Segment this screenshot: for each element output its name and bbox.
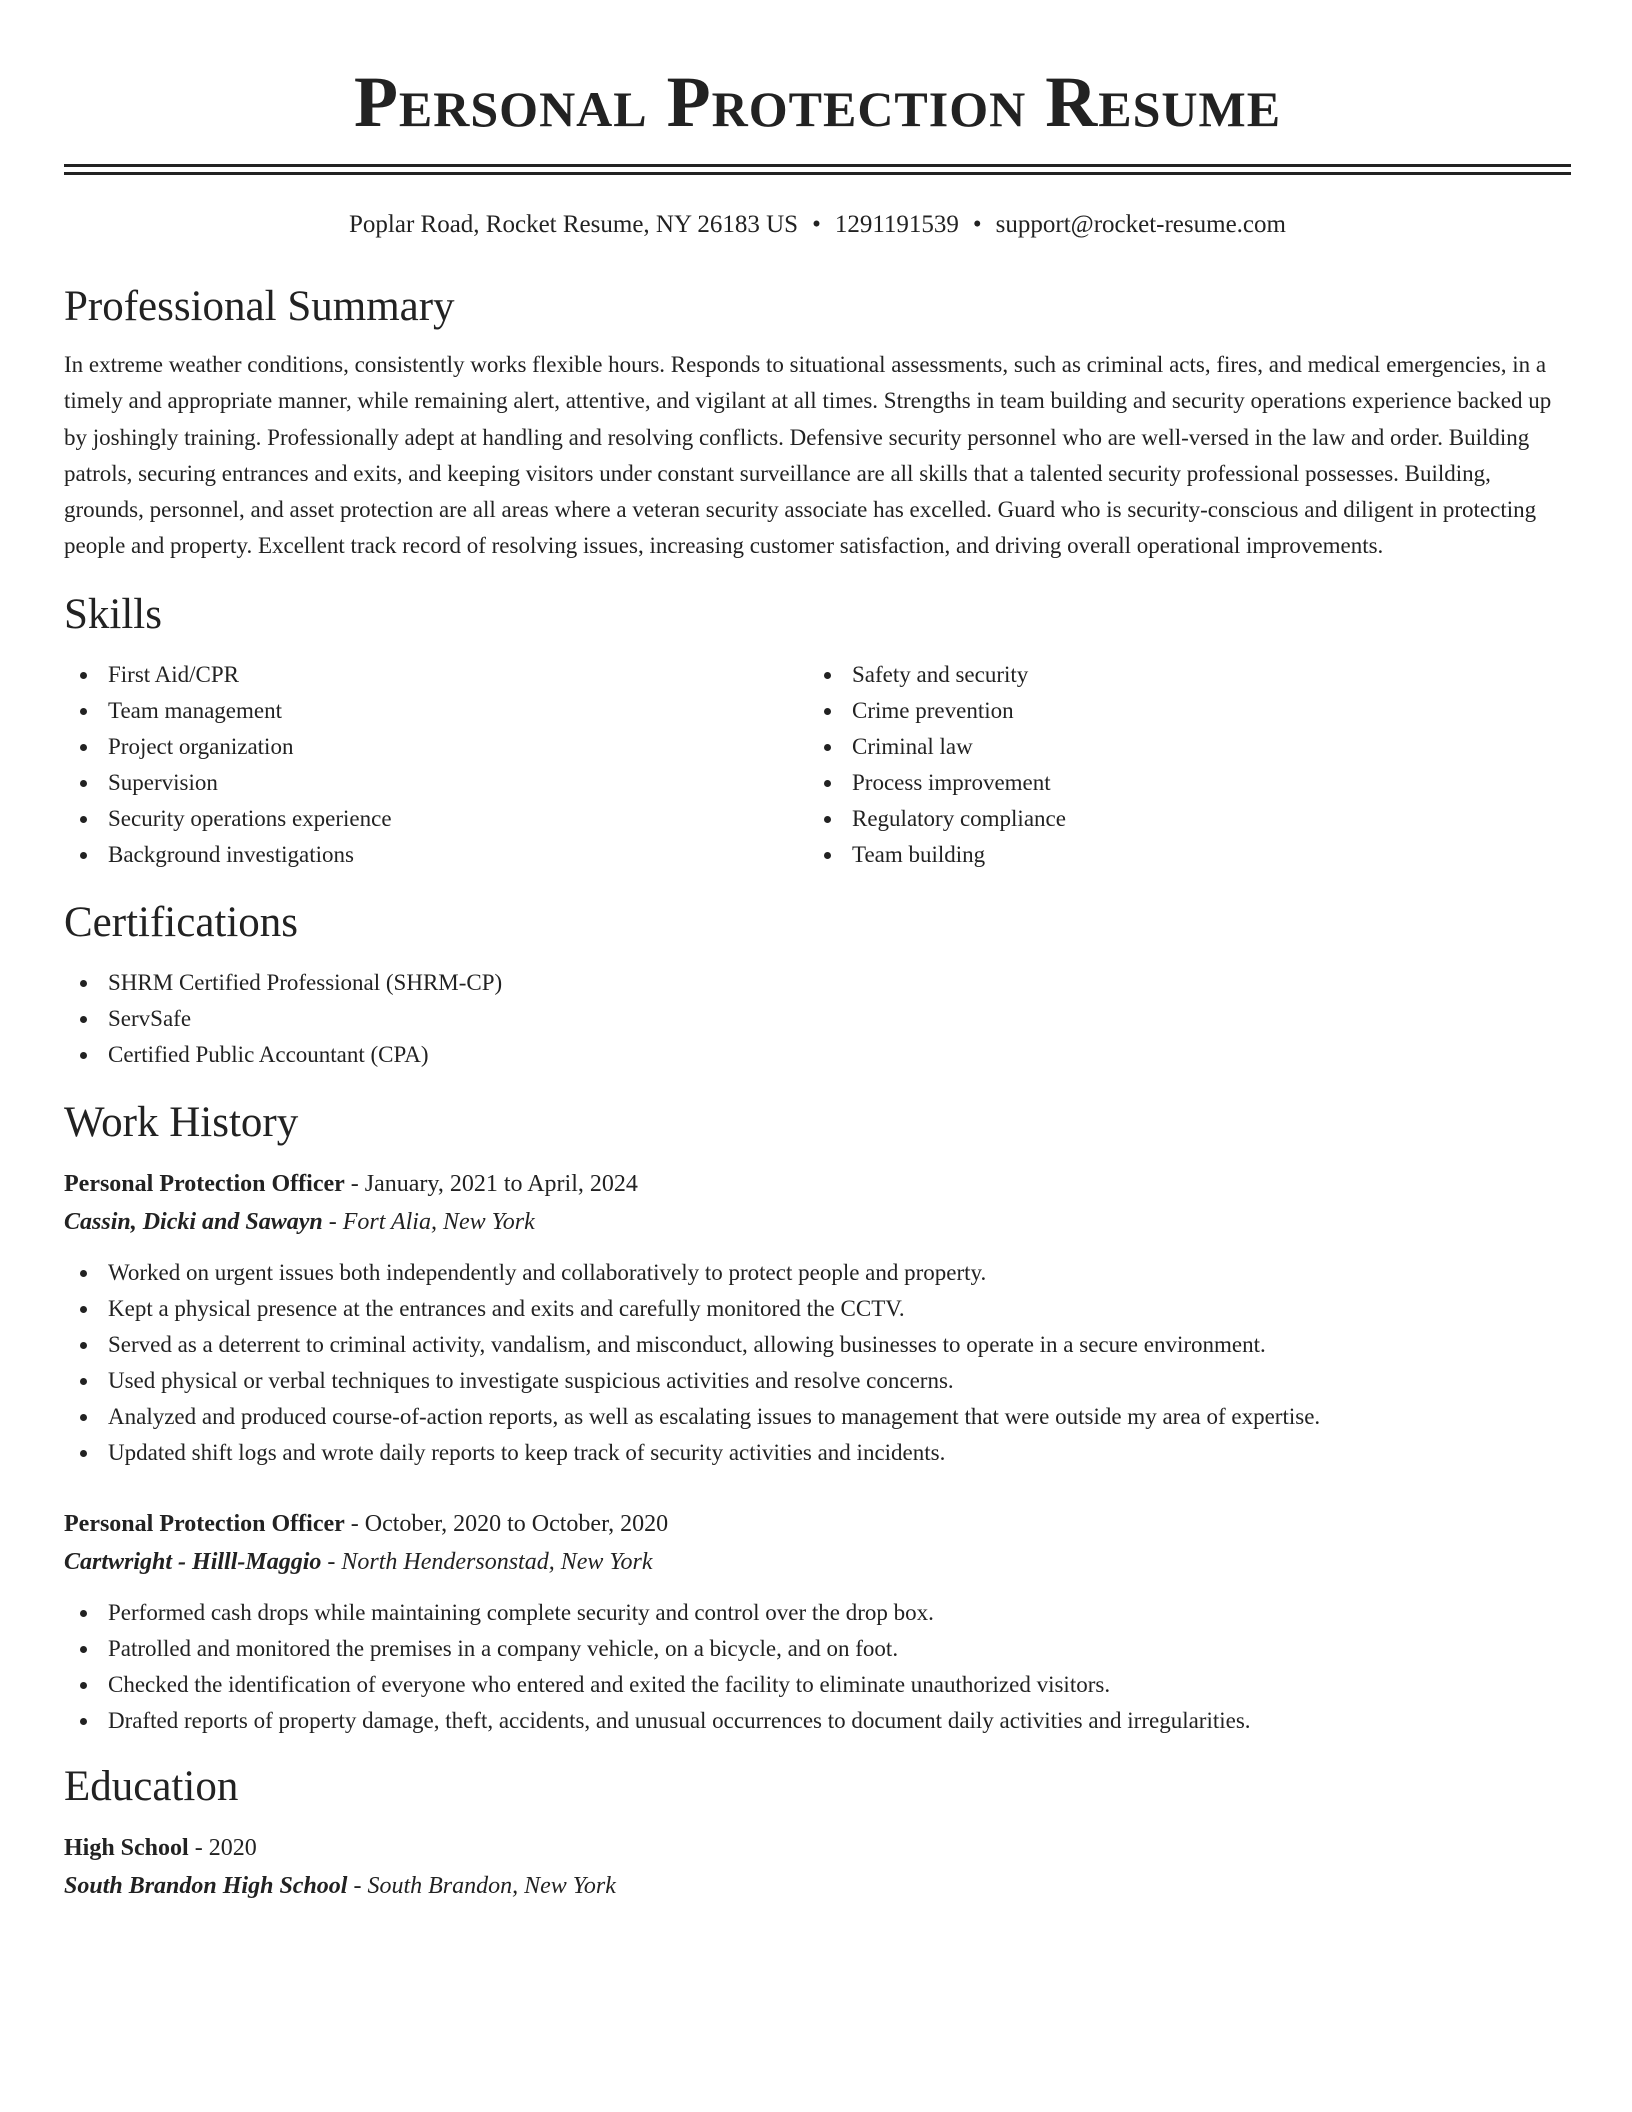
skill-item: Regulatory compliance bbox=[808, 801, 1552, 837]
skills-list-left bbox=[64, 657, 808, 873]
job-title-line bbox=[64, 1165, 1571, 1203]
skill-item: Project organization bbox=[64, 729, 808, 765]
skill-item: Supervision bbox=[64, 765, 808, 801]
skills-grid bbox=[64, 657, 1571, 873]
summary-text: In extreme weather conditions, consistently works flexible hours. Responds to situational assessments, such as criminal acts, fires, and medical emergencies, in a timely and appropriate manner, while remaining alert, attentive, and vigilant at all times. Strengths in team building and security operations experience backed up by joshingly training. Professionally adept at handling and resolving conflicts. Defensive security personnel who are well-versed in the law and order. Building patrols, securing entrances and exits, and keeping visitors under constant surveillance are all skills that a talented security professional possesses. Building, grounds, personnel, and asset protection are all areas where a veteran security associate has excelled. Guard who is security-conscious and diligent in protecting people and property. Excellent track record of resolving issues, increasing customer satisfaction, and driving overall operational improvements. bbox=[64, 352, 1552, 559]
skill-item: First Aid/CPR bbox=[64, 657, 808, 693]
certification-item: SHRM Certified Professional (SHRM-CP) bbox=[64, 965, 1571, 1001]
skill-item: Crime prevention bbox=[808, 693, 1552, 729]
job-company-line bbox=[64, 1543, 1571, 1581]
job-dates: - October, 2020 to October, 2020 bbox=[344, 1510, 669, 1537]
job-location: - Fort Alia, New York bbox=[322, 1208, 535, 1235]
job-entry bbox=[64, 1505, 1571, 1739]
education-school: South Brandon High School bbox=[64, 1872, 348, 1899]
certification-item: Certified Public Accountant (CPA) bbox=[64, 1037, 1571, 1073]
education-location: - South Brandon, New York bbox=[347, 1872, 616, 1899]
contact-email: support@rocket-resume.com bbox=[995, 211, 1286, 238]
education-entry bbox=[64, 1829, 1571, 1905]
summary-heading: Professional Summary bbox=[64, 283, 455, 330]
job-duty-item: Updated shift logs and wrote daily reports to keep track of security activities and incidents. bbox=[64, 1435, 1571, 1471]
job-duties-list bbox=[64, 1595, 1571, 1739]
education-school-line bbox=[64, 1867, 1571, 1905]
certifications-list bbox=[64, 965, 1571, 1073]
resume-page bbox=[64, 0, 1571, 1905]
skill-item: Criminal law bbox=[808, 729, 1552, 765]
contact-line bbox=[64, 209, 1571, 241]
education-year: - 2020 bbox=[188, 1834, 257, 1861]
job-duty-item: Checked the identification of everyone who entered and exited the facility to eliminate unauthorized visitors. bbox=[64, 1667, 1571, 1703]
job-duties-list bbox=[64, 1255, 1571, 1471]
skill-item: Safety and security bbox=[808, 657, 1552, 693]
job-duty-item: Performed cash drops while maintaining complete security and control over the drop box. bbox=[64, 1595, 1571, 1631]
job-title-line bbox=[64, 1505, 1571, 1543]
job-location: - North Hendersonstad, New York bbox=[321, 1548, 653, 1575]
job-company: Cassin, Dicki and Sawayn bbox=[64, 1208, 323, 1235]
job-duty-item: Kept a physical presence at the entrances and exits and carefully monitored the CCTV. bbox=[64, 1291, 1571, 1327]
job-duty-item: Drafted reports of property damage, theft, accidents, and unusual occurrences to document daily activities and irregularities. bbox=[64, 1703, 1571, 1739]
job-title: Personal Protection Officer bbox=[64, 1170, 345, 1197]
job-duty-item: Served as a deterrent to criminal activity, vandalism, and misconduct, allowing businesses to operate in a secure environment. bbox=[64, 1327, 1571, 1363]
job-duty-item: Used physical or verbal techniques to investigate suspicious activities and resolve concerns. bbox=[64, 1363, 1571, 1399]
education-heading: Education bbox=[64, 1762, 239, 1810]
resume-title: Personal Protection Resume bbox=[353, 62, 1282, 142]
education-degree-line bbox=[64, 1829, 1571, 1867]
skills-list-right bbox=[808, 657, 1552, 873]
contact-separator: • bbox=[812, 211, 821, 238]
title-divider-thick bbox=[64, 164, 1571, 167]
skills-heading: Skills bbox=[64, 590, 162, 638]
skill-item: Team building bbox=[808, 837, 1552, 873]
education-degree: High School bbox=[64, 1834, 189, 1861]
work-history-heading: Work History bbox=[64, 1098, 299, 1146]
job-entry bbox=[64, 1165, 1571, 1471]
skill-item: Team management bbox=[64, 693, 808, 729]
skill-item: Security operations experience bbox=[64, 801, 808, 837]
job-title: Personal Protection Officer bbox=[64, 1510, 345, 1537]
contact-phone: 1291191539 bbox=[834, 211, 959, 238]
job-duty-item: Patrolled and monitored the premises in a company vehicle, on a bicycle, and on foot. bbox=[64, 1631, 1571, 1667]
job-duty-item: Worked on urgent issues both independently and collaboratively to protect people and property. bbox=[64, 1255, 1571, 1291]
skill-item: Process improvement bbox=[808, 765, 1552, 801]
title-divider-thin bbox=[64, 172, 1571, 175]
certification-item: ServSafe bbox=[64, 1001, 1571, 1037]
contact-separator: • bbox=[972, 211, 982, 238]
job-duty-item: Analyzed and produced course-of-action reports, as well as escalating issues to management that were outside my area of expertise. bbox=[64, 1399, 1571, 1435]
certifications-heading: Certifications bbox=[64, 898, 299, 946]
job-dates: - January, 2021 to April, 2024 bbox=[344, 1170, 638, 1197]
contact-address: Poplar Road, Rocket Resume, NY 26183 US bbox=[349, 211, 799, 238]
job-company-line bbox=[64, 1203, 1571, 1241]
job-company: Cartwright - Hilll-Maggio bbox=[64, 1548, 322, 1575]
skill-item: Background investigations bbox=[64, 837, 808, 873]
